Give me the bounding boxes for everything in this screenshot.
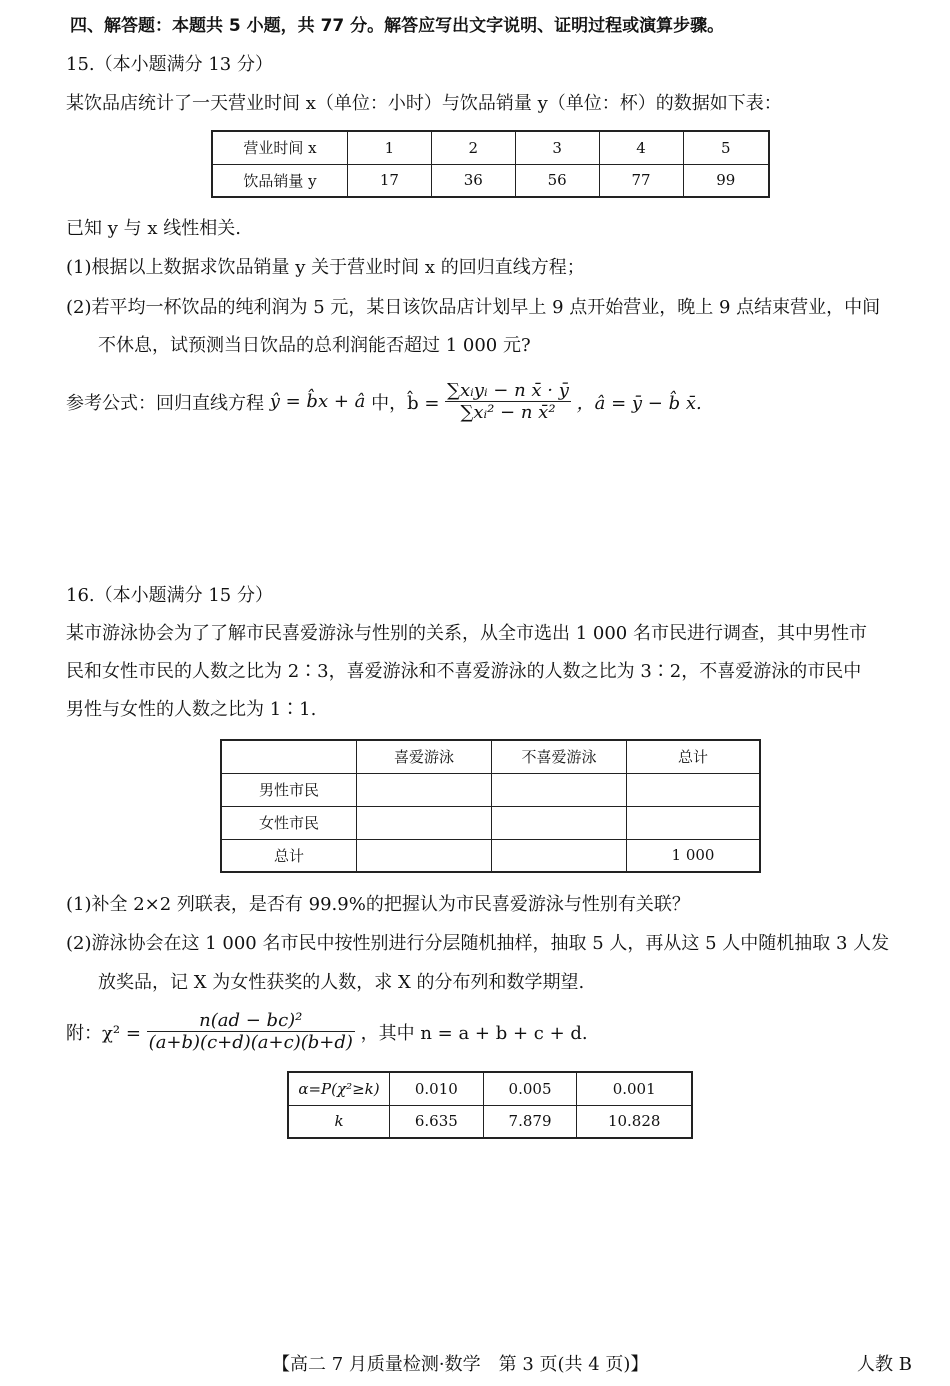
row-label: 男性市民 xyxy=(221,773,357,806)
chi-fraction xyxy=(147,1010,355,1053)
table-cell: 5 xyxy=(683,131,769,164)
table-cell xyxy=(492,773,627,806)
chi-prefix: 附：χ² = xyxy=(66,1022,141,1044)
q16-para-line1: 某市游泳协会为了了解市民喜爱游泳与性别的关系，从全市选出 1 000 名市民进行调查，其中男性市 xyxy=(66,623,867,644)
q16-para-line2: 民和女性市民的人数之比为 2∶3，喜爱游泳和不喜爱游泳的人数之比为 3∶2，不喜爱游泳的市民中 xyxy=(66,661,862,682)
table-cell: 0.010 xyxy=(390,1072,484,1105)
table-row xyxy=(288,1072,692,1105)
q16-part2-line2: 放奖品，记 X 为女性获奖的人数，求 X 的分布列和数学期望. xyxy=(98,972,585,993)
row-label: α=P(χ²≥k) xyxy=(288,1072,390,1105)
row-label: 营业时间 x xyxy=(212,131,348,164)
chi-denominator: (a+b)(c+d)(a+c)(b+d) xyxy=(148,1032,353,1053)
table-cell: 56 xyxy=(515,164,599,197)
table-row xyxy=(212,164,769,197)
q16-header: 16.（本小题满分 15 分） xyxy=(66,585,273,606)
table-cell: 36 xyxy=(431,164,515,197)
table-row xyxy=(288,1105,692,1138)
row-label: 总计 xyxy=(221,839,357,872)
formula-mid: 中，b̂ = xyxy=(371,392,440,414)
formula-numerator: ∑xᵢyᵢ − n x̄ · ȳ xyxy=(447,380,569,401)
q15-part1: (1)根据以上数据求饮品销量 y 关于营业时间 x 的回归直线方程； xyxy=(66,257,585,278)
table-row xyxy=(221,839,760,872)
table-header: 不喜爱游泳 xyxy=(492,740,627,773)
table-cell xyxy=(492,806,627,839)
formula-b-fraction xyxy=(445,380,571,423)
table-cell: 4 xyxy=(599,131,683,164)
table-cell: 99 xyxy=(683,164,769,197)
q15-known: 已知 y 与 x 线性相关. xyxy=(66,218,241,239)
formula-denominator: ∑xᵢ² − n x̄² xyxy=(460,402,556,423)
chi-numerator: n(ad − bc)² xyxy=(147,1010,355,1032)
table-header: 喜爱游泳 xyxy=(357,740,492,773)
table-cell: 10.828 xyxy=(577,1105,692,1138)
q15-part2-line2: 不休息，试预测当日饮品的总利润能否超过 1 000 元? xyxy=(98,335,531,356)
chi-tail: ，其中 n = a + b + c + d. xyxy=(360,1022,588,1044)
page-footer: 【高二 7 月质量检测·数学 第 3 页(共 4 页)】 xyxy=(272,1354,649,1375)
edition-label: 人教 B xyxy=(857,1354,912,1375)
q15-data-table xyxy=(211,130,770,198)
section-title: 四、解答题：本题共 5 小题，共 77 分。解答应写出文字说明、证明过程或演算步骤。 xyxy=(70,16,725,36)
row-label: k xyxy=(288,1105,390,1138)
formula-tail: ，â = ȳ − b̂ x̄. xyxy=(576,392,702,414)
table-cell xyxy=(627,806,761,839)
table-cell xyxy=(357,839,492,872)
table-cell: 1 000 xyxy=(627,839,761,872)
table-cell xyxy=(357,773,492,806)
table-cell xyxy=(357,806,492,839)
table-row xyxy=(221,806,760,839)
table-cell: 1 xyxy=(348,131,432,164)
table-cell: 3 xyxy=(515,131,599,164)
q15-part2-line1: (2)若平均一杯饮品的纯利润为 5 元，某日该饮品店计划早上 9 点开始营业，晚上 9 点结束营业，中间 xyxy=(66,297,881,318)
table-cell xyxy=(627,773,761,806)
formula-prefix: 参考公式：回归直线方程 xyxy=(66,392,264,414)
table-header-row xyxy=(221,740,760,773)
q15-intro: 某饮品店统计了一天营业时间 x（单位：小时）与饮品销量 y（单位：杯）的数据如下表： xyxy=(66,93,782,114)
table-cell: 17 xyxy=(348,164,432,197)
q16-part1: (1)补全 2×2 列联表，是否有 99.9%的把握认为市民喜爱游泳与性别有关联？ xyxy=(66,894,690,915)
table-cell: 2 xyxy=(431,131,515,164)
table-cell: 0.005 xyxy=(483,1072,577,1105)
q16-contingency-table xyxy=(220,739,761,873)
table-cell: 7.879 xyxy=(483,1105,577,1138)
q16-para-line3: 男性与女性的人数之比为 1∶1. xyxy=(66,699,317,720)
row-label: 女性市民 xyxy=(221,806,357,839)
table-cell: 77 xyxy=(599,164,683,197)
row-label: 饮品销量 y xyxy=(212,164,348,197)
table-cell: 6.635 xyxy=(390,1105,484,1138)
formula-regression-eq: ŷ = b̂x + â xyxy=(269,391,366,412)
table-header: 总计 xyxy=(627,740,761,773)
table-cell xyxy=(492,839,627,872)
q15-header: 15.（本小题满分 13 分） xyxy=(66,54,273,75)
table-row xyxy=(221,773,760,806)
table-row xyxy=(212,131,769,164)
q16-chi-square-formula xyxy=(66,1010,588,1053)
q16-critical-value-table xyxy=(287,1071,693,1139)
q15-reference-formula xyxy=(66,380,702,423)
table-cell: 0.001 xyxy=(577,1072,692,1105)
table-header xyxy=(221,740,357,773)
q16-part2-line1: (2)游泳协会在这 1 000 名市民中按性别进行分层随机抽样，抽取 5 人，再从这 5 人中随机抽取 3 人发 xyxy=(66,933,890,954)
